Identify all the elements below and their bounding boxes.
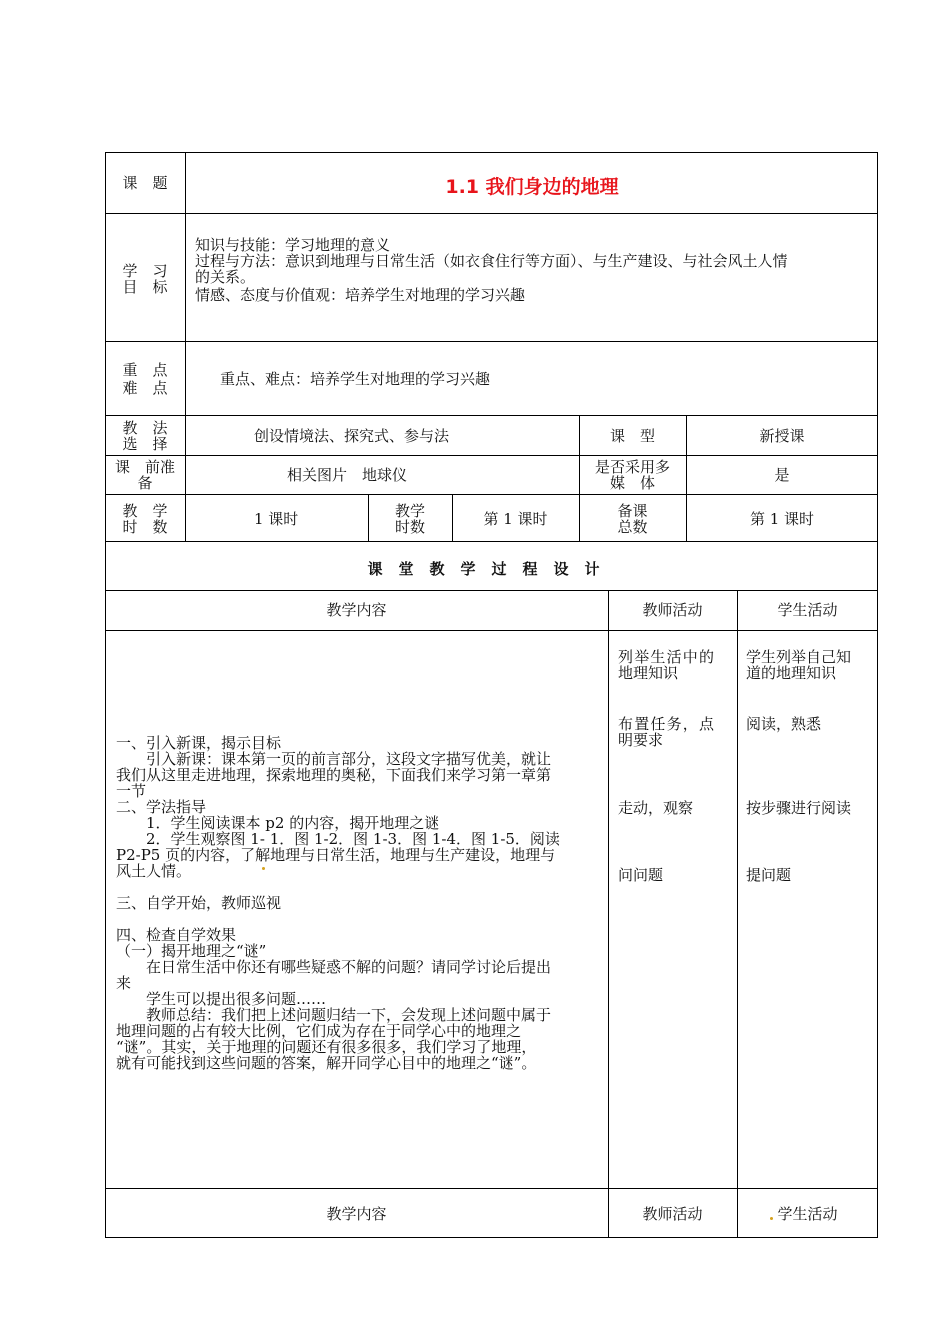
column-header-teacher: 教师活动	[642, 601, 703, 619]
goals-label: 目 标	[122, 278, 168, 296]
teacher-activity: 明要求	[618, 731, 664, 749]
row-divider	[105, 455, 878, 456]
student-activity: 道的地理知识	[746, 664, 837, 682]
column-header-student: 学生活动	[777, 601, 838, 619]
key-points-text: 重点、难点：培养学生对地理的学习兴趣	[220, 370, 491, 388]
key-points-label: 难 点	[122, 379, 168, 397]
content-line: “谜”。其实，关于地理的问题还有很多很多，我们学习了地理，	[116, 1038, 537, 1056]
prep-total-label: 总数	[617, 518, 648, 536]
content-line: 风土人情。	[116, 862, 192, 880]
content-line: 一节	[116, 782, 147, 800]
teach-hours-label: 时数	[394, 518, 425, 536]
footer-header-student: 学生活动	[777, 1205, 838, 1223]
method-label: 教 法	[122, 419, 168, 437]
goal-knowledge: 知识与技能：学习地理的意义	[195, 236, 391, 254]
prep-value: 相关图片 地球仪	[287, 466, 408, 484]
content-line: 地理问题的占有较大比例，它们成为存在于同学心中的地理之	[116, 1022, 522, 1040]
hours-value: 1 课时	[254, 510, 299, 528]
content-line: （一）揭开地理之“谜”	[116, 942, 267, 960]
teach-hours-value: 第 1 课时	[483, 510, 548, 528]
lesson-plan-table	[105, 152, 878, 1238]
media-value: 是	[774, 466, 790, 484]
content-line: P2-P5 页的内容，了解地理与日常生活，地理与生产建设，地理与	[116, 846, 556, 864]
row-divider	[105, 415, 878, 416]
stray-mark	[262, 867, 265, 870]
goal-process-cont: 的关系。	[195, 268, 256, 286]
prep-label: 课 前准	[114, 458, 175, 476]
row-divider	[105, 341, 878, 342]
prep-total-label: 备课	[617, 502, 648, 520]
row-divider	[105, 590, 878, 591]
goal-attitude: 情感、态度与价值观：培养学生对地理的学习兴趣	[195, 286, 526, 304]
teacher-activity: 问问题	[618, 866, 664, 884]
teacher-activity: 地理知识	[618, 664, 679, 682]
content-line: 学生可以提出很多问题……	[116, 990, 327, 1008]
student-activity: 提问题	[746, 866, 792, 884]
type-label: 课 型	[609, 427, 655, 445]
goal-process: 过程与方法：意识到地理与日常生活（如衣食住行等方面）、与生产建设、与社会风土人情	[195, 252, 788, 270]
type-value: 新授课	[759, 427, 805, 445]
content-line: 教师总结：我们把上述问题归结一下，会发现上述问题中属于	[116, 1006, 552, 1024]
footer-header-teacher: 教师活动	[642, 1205, 703, 1223]
teacher-activity: 走动，观察	[618, 799, 694, 817]
row-divider	[105, 630, 878, 631]
design-title: 课堂教学过程设计	[367, 560, 616, 578]
content-line: 一、引入新课，揭示目标	[116, 734, 282, 752]
topic-label: 课 题	[122, 174, 168, 192]
student-activity: 学生列举自己知	[746, 648, 852, 666]
content-line: 在日常生活中你还有哪些疑惑不解的问题？请同学讨论后提出	[116, 958, 552, 976]
col-divider	[737, 590, 738, 1238]
method-label: 选 择	[122, 435, 168, 453]
content-line: 来	[116, 974, 132, 992]
media-label: 媒 体	[609, 474, 655, 492]
content-line: 就有可能找到这些问题的答案，解开同学心目中的地理之“谜”。	[116, 1054, 537, 1072]
content-line: 1．学生阅读课本 p2 的内容，揭开地理之谜	[116, 814, 440, 832]
row-divider	[105, 1188, 878, 1189]
content-line: 2．学生观察图 1- 1．图 1-2．图 1-3．图 1-4．图 1-5．阅读	[116, 830, 560, 848]
hours-label: 时 数	[122, 518, 168, 536]
teacher-activity: 布置任务，点	[618, 715, 716, 733]
key-points-label: 重 点	[122, 361, 168, 379]
goals-label: 学 习	[122, 262, 168, 280]
footer-header-content: 教学内容	[326, 1205, 387, 1223]
student-activity: 阅读，熟悉	[746, 715, 822, 733]
col-divider	[608, 590, 609, 1238]
row-divider	[105, 541, 878, 542]
media-label: 是否采用多	[594, 458, 670, 476]
content-line: 二、学法指导	[116, 798, 207, 816]
content-line: 引入新课：课本第一页的前言部分，这段文字描写优美，就让	[116, 750, 552, 768]
prep-total-value: 第 1 课时	[749, 510, 815, 528]
stray-mark	[770, 1217, 773, 1220]
col-divider	[185, 152, 186, 541]
column-header-content: 教学内容	[326, 601, 387, 619]
lesson-title: 1.1 我们身边的地理	[445, 176, 619, 198]
row-divider	[105, 494, 878, 495]
teacher-activity: 列举生活中的	[618, 648, 716, 666]
content-line: 四、检查自学效果	[116, 926, 237, 944]
teach-hours-label: 教学	[394, 502, 425, 520]
prep-label: 备	[137, 474, 153, 492]
content-line: 三、自学开始，教师巡视	[116, 894, 282, 912]
row-divider	[105, 213, 878, 214]
content-line: 我们从这里走进地理，探索地理的奥秘，下面我们来学习第一章第	[116, 766, 552, 784]
student-activity: 按步骤进行阅读	[746, 799, 852, 817]
method-value: 创设情境法、探究式、参与法	[254, 427, 450, 445]
hours-label: 教 学	[122, 502, 168, 520]
